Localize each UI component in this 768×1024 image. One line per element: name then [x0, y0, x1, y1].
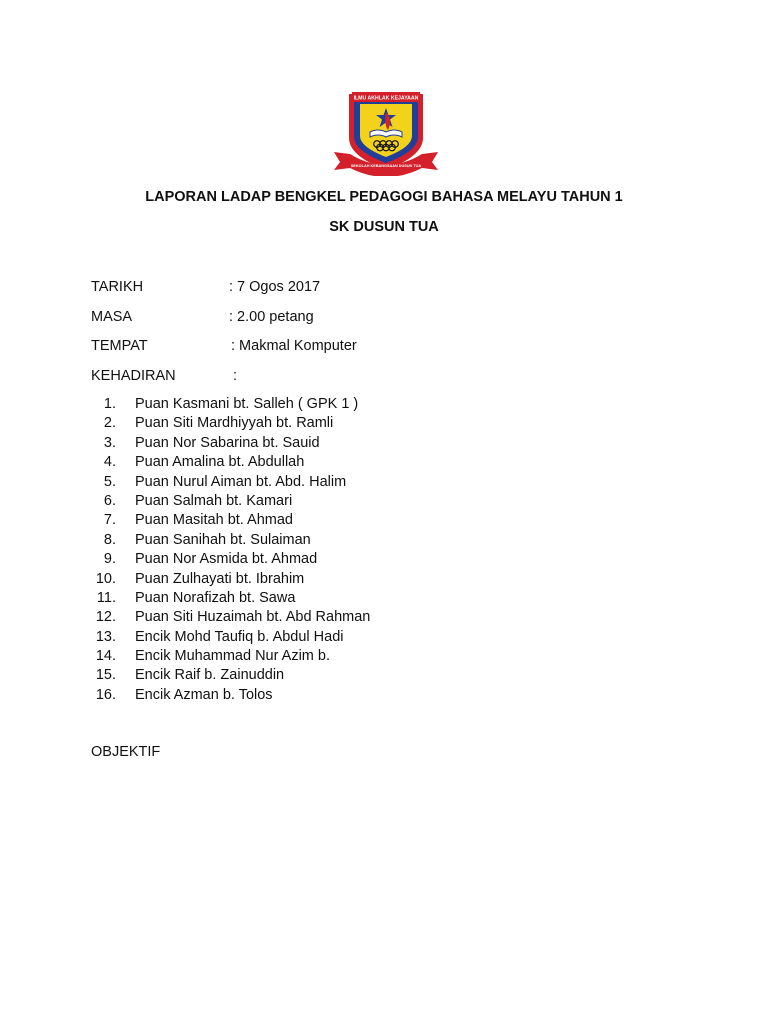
list-item: [91, 454, 411, 473]
list-item-name: Puan Nor Asmida bt. Ahmad: [135, 551, 318, 568]
section-heading-objektif: OBJEKTIF: [91, 744, 161, 760]
list-item-name: Encik Mohd Taufiq b. Abdul Hadi: [135, 628, 344, 645]
list-item: [91, 590, 411, 609]
list-item-number: 11.: [96, 589, 116, 606]
list-item: [91, 571, 411, 590]
field-kehadiran-label: KEHADIRAN: [91, 368, 176, 384]
list-item-number: 13.: [95, 628, 116, 645]
field-tarikh-value: : 7 Ogos 2017: [229, 279, 321, 295]
list-item-number: 5.: [103, 473, 116, 490]
list-item-name: Puan Sanihah bt. Sulaiman: [135, 531, 311, 548]
list-item-number: 8.: [103, 531, 116, 548]
list-item: [91, 629, 411, 648]
list-item: [91, 687, 411, 706]
field-tempat-label: TEMPAT: [91, 338, 148, 354]
list-item-number: 6.: [103, 492, 116, 509]
list-item-number: 4.: [103, 454, 116, 471]
field-tarikh-label: TARIKH: [91, 279, 144, 295]
list-item-number: 2.: [103, 415, 116, 432]
list-item-name: Puan Nor Sabarina bt. Sauid: [135, 434, 320, 451]
list-item-name: Puan Salmah bt. Kamari: [135, 492, 293, 509]
list-item: [91, 648, 411, 667]
list-item-number: 12.: [95, 609, 116, 626]
document-title: LAPORAN LADAP BENGKEL PEDAGOGI BAHASA MELAYU TAHUN 1: [145, 189, 623, 205]
crest-top-banner-text: ILMU AKHLAK KEJAYAAN: [353, 95, 419, 102]
field-kehadiran-value: :: [233, 368, 238, 384]
list-item: [91, 609, 411, 628]
list-item-number: 1.: [103, 396, 116, 412]
list-item-name: Puan Siti Mardhiyyah bt. Ramli: [135, 415, 334, 432]
list-item-number: 16.: [95, 686, 116, 703]
list-item: [91, 551, 411, 570]
list-item: [91, 396, 411, 415]
field-masa-label: MASA: [91, 309, 133, 325]
list-item-number: 10.: [95, 570, 116, 587]
list-item: [91, 474, 411, 493]
field-tempat-value: : Makmal Komputer: [231, 338, 357, 354]
attendee-list: [91, 396, 411, 706]
list-item-name: Encik Raif b. Zainuddin: [135, 667, 285, 684]
list-item-name: Puan Masitah bt. Ahmad: [135, 512, 293, 529]
list-item: [91, 532, 411, 551]
list-item-name: Encik Muhammad Nur Azim b.: [135, 648, 331, 665]
list-item-number: 7.: [103, 512, 116, 529]
list-item-number: 14.: [95, 648, 116, 665]
list-item: [91, 667, 411, 686]
list-item-name: Puan Kasmani bt. Salleh ( GPK 1 ): [135, 396, 359, 412]
list-item: [91, 415, 411, 434]
list-item-name: Puan Zulhayati bt. Ibrahim: [135, 570, 305, 587]
list-item-name: Puan Siti Huzaimah bt. Abd Rahman: [135, 609, 371, 626]
list-item: [91, 493, 411, 512]
list-item-name: Puan Amalina bt. Abdullah: [135, 454, 305, 471]
document-subtitle: SK DUSUN TUA: [329, 219, 439, 235]
list-item-number: 3.: [103, 434, 116, 451]
field-masa-value: : 2.00 petang: [229, 309, 314, 325]
list-item-name: Puan Norafizah bt. Sawa: [135, 589, 296, 606]
list-item-name: Encik Azman b. Tolos: [135, 686, 273, 703]
list-item: [91, 512, 411, 531]
list-item-number: 9.: [103, 551, 116, 568]
list-item-name: Puan Nurul Aiman bt. Abd. Halim: [135, 473, 347, 490]
list-item-number: 15.: [95, 667, 116, 684]
list-item: [91, 435, 411, 454]
crest-bottom-banner-text: SEKOLAH KEBANGSAAN DUSUN TUA: [350, 164, 422, 168]
school-crest-logo: [330, 90, 442, 176]
